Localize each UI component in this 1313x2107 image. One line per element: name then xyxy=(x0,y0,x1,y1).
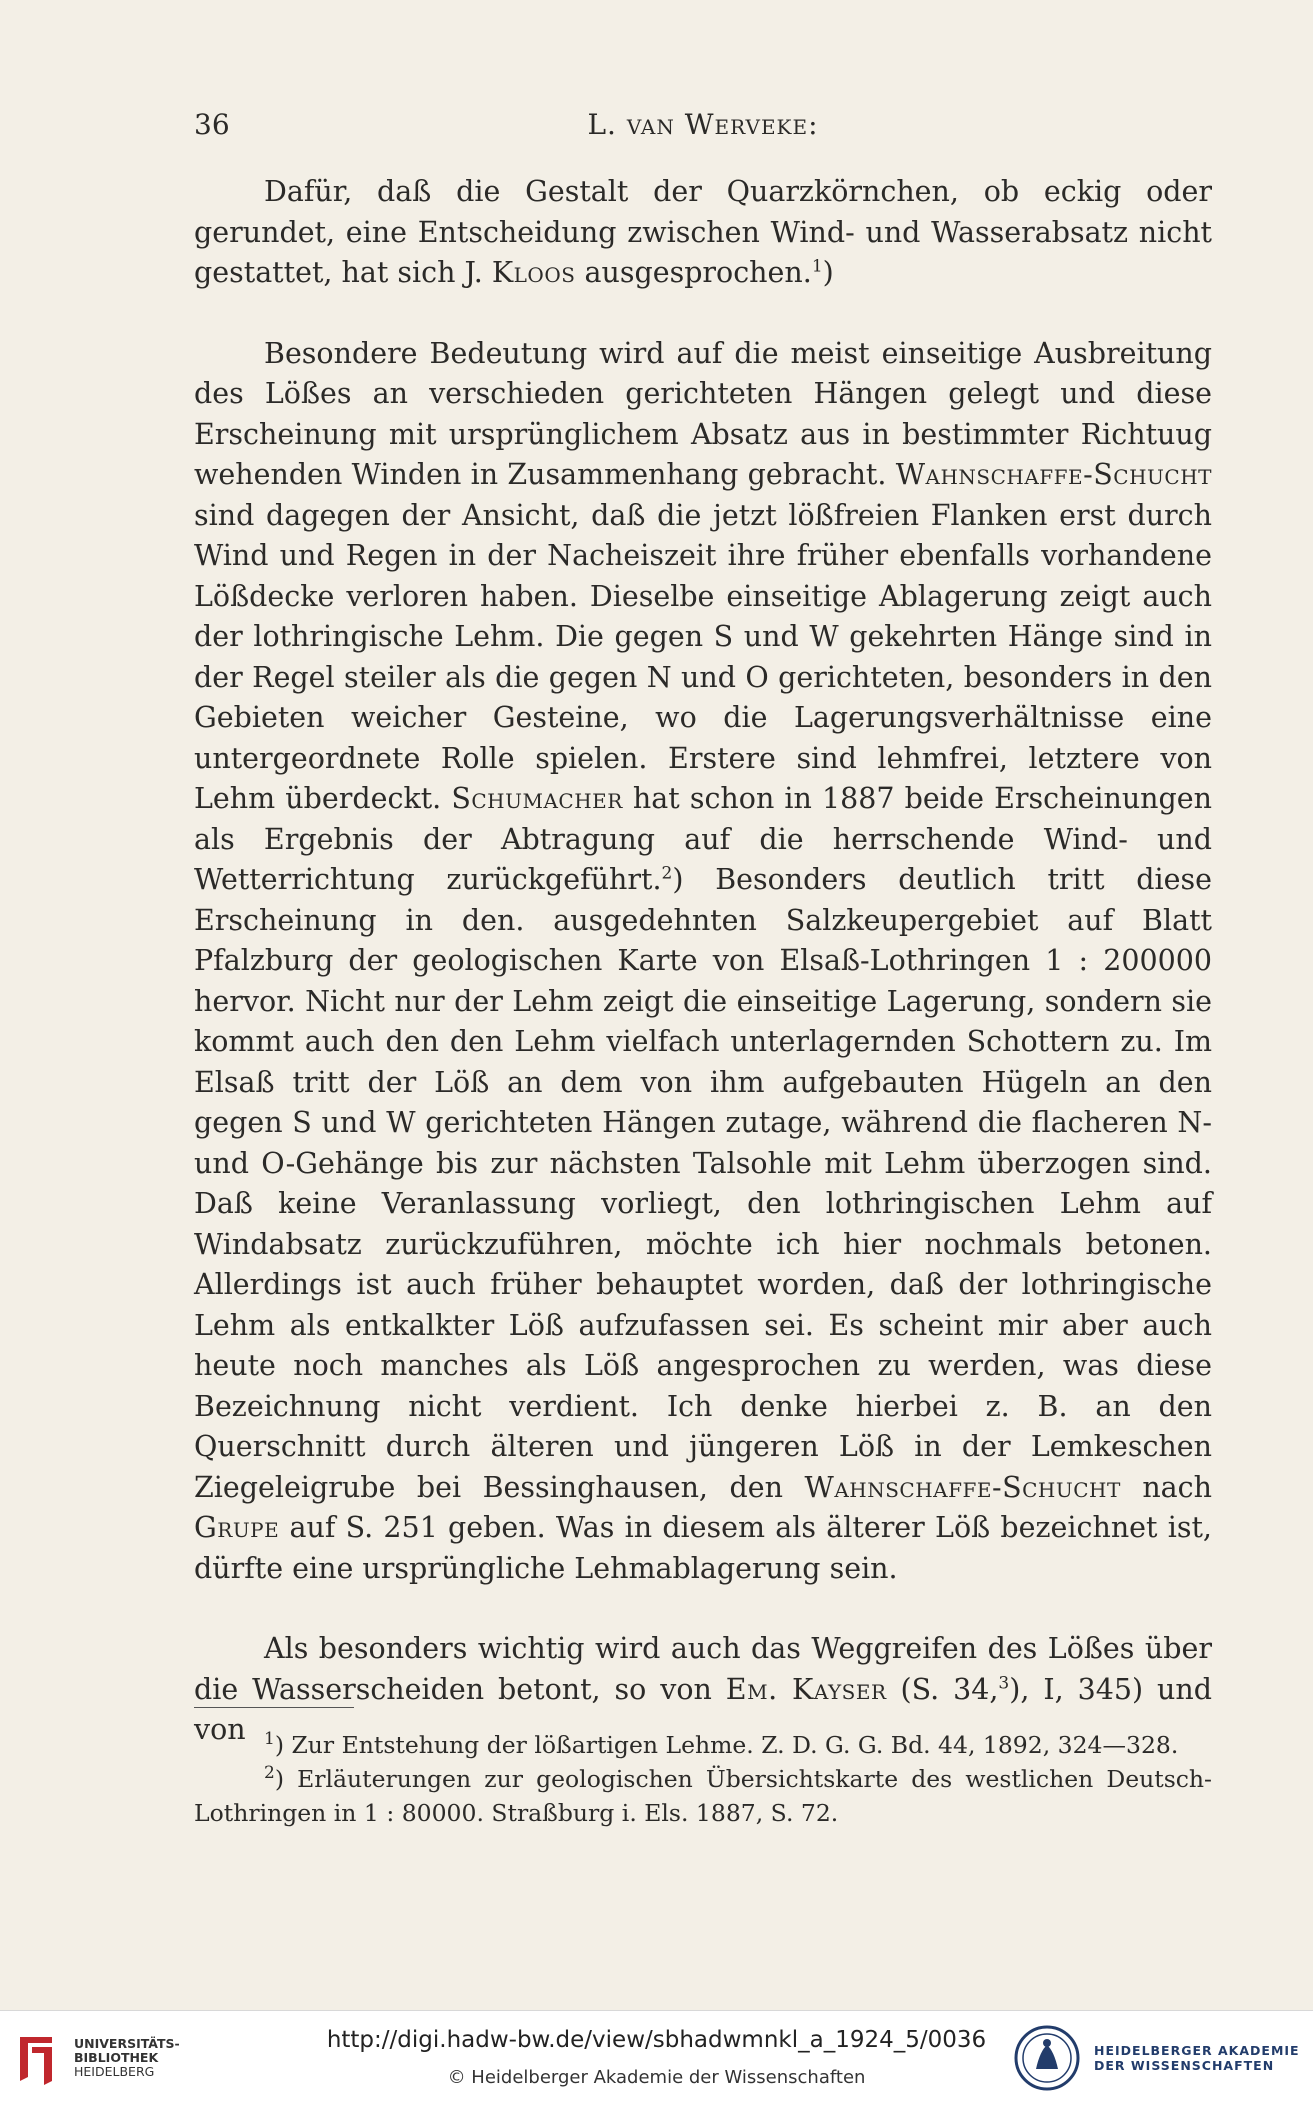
text-run: ausgesprochen. xyxy=(575,256,812,289)
author-name: Wahnschaffe-Schucht xyxy=(895,458,1212,491)
text-run: ) Besonders deutlich tritt diese Erscheinung in den. ausgedehnten Salzkeupergebiet auf Blatt Pfalzburg der geologischen Karte von Elsaß-Lothringen 1 : 200000 hervor. Nicht nur der Lehm zeigt die einseitige Lagerung, sondern sie kommt auch den den Lehm vielfach unterlagernden Schottern zu. Im Elsaß tritt der Löß an dem von ihm aufgebauten Hügeln an den gegen S und W gerichteten Hängen zutage, während die flacheren N- und O-Gehänge bis zur nächsten Talsohle mit Lehm überzogen sind. Daß keine Veranlassung vorliegt, den lothringischen Lehm auf Windabsatz zurückzuführen, möchte ich hier nochmals betonen. Allerdings ist auch früher behauptet worden, daß der lothringische Lehm als entkalkter Löß aufzufassen sei. Es scheint mir aber auch heute noch manches als Löß angesprochen zu werden, was diese Bezeichnung nicht verdient. Ich denke hierbei z. B. an den Querschnitt durch älteren und jüngeren Löß in der Lemkeschen Ziegeleigrube bei Bessinghausen, den xyxy=(194,863,1212,1504)
footnote-marker: 3 xyxy=(998,1673,1010,1693)
text-run: Als besonders wichtig wird auch das Weggreifen des Lößes über die Wasserscheiden betont, so von xyxy=(194,1632,1212,1706)
running-title: L. van Werveke: xyxy=(587,108,819,141)
text-run: sind dagegen der Ansicht, daß die jetzt lößfreien Flanken erst durch Wind und Regen in der Nacheiszeit ihre früher ebenfalls vorhandene Lößdecke verloren haben. Dieselbe einseitige Ablagerung zeigt auch der lothringische Lehm. Die gegen S und W gekehrten Hänge sind in der Regel steiler als die gegen N und O gerichteten, besonders in den Gebieten weicher Gesteine, wo die Lagerungsverhältnisse eine untergeordnete Rolle spielen. Erstere sind lehmfrei, letztere von Lehm überdeckt. xyxy=(194,498,1212,815)
author-name: Wahnschaffe-Schucht xyxy=(804,1470,1121,1504)
academy-name xyxy=(1094,2043,1300,2073)
ub-line-3: HEIDELBERG xyxy=(74,2064,155,2079)
author-name: Grupe xyxy=(194,1511,280,1544)
page-number: 36 xyxy=(194,108,230,141)
viewer-footer xyxy=(0,2010,1313,2107)
footnote-1 xyxy=(194,1728,1212,1762)
footnote-marker: 2 xyxy=(661,863,673,884)
academy-line-1: HEIDELBERGER AKADEMIE xyxy=(1094,2043,1300,2058)
author-name: Schumacher xyxy=(451,782,623,815)
page-header xyxy=(194,108,1212,148)
footnote-2 xyxy=(194,1762,1212,1830)
academy-seal-icon[interactable] xyxy=(1014,2025,1080,2091)
text-run: Besondere Bedeutung wird auf die meist einseitige Ausbreitung des Lößes an verschieden gerichteten Hängen gelegt und diese Erscheinung mit ursprünglichem Absatz aus in bestimmter Richtuug wehenden Winden in Zusammenhang gebracht. xyxy=(194,336,1212,491)
text-run: ), I, 345) und von xyxy=(194,1672,1212,1746)
paragraph-2 xyxy=(194,334,1212,1590)
footnotes xyxy=(194,1728,1212,1830)
ub-line-1: UNIVERSITÄTS- xyxy=(74,2036,180,2051)
permalink-url[interactable]: http://digi.hadw-bw.de/view/sbhadwmnkl_a_1924_5/0036 xyxy=(326,2027,987,2053)
footnote-marker: 1 xyxy=(811,256,823,277)
ub-line-2: BIBLIOTHEK xyxy=(74,2050,159,2065)
text-run: auf S. 251 geben. Was in diesem als älterer Löß bezeichnet ist, dürfte eine ursprüngliche Lehmablagerung sein. xyxy=(194,1511,1212,1585)
footnote-marker: 1 xyxy=(264,1729,275,1750)
text-run: nach xyxy=(1120,1470,1212,1504)
text-run: ) xyxy=(822,256,834,289)
author-name: Kloos xyxy=(491,256,576,289)
text-run: (S. 34, xyxy=(886,1672,999,1706)
text-run: ) Erläuterungen zur geologischen Übersichtskarte des westlichen Deutsch-Lothringen in 1 : 80000. Straßburg i. Els. 1887, S. 72. xyxy=(194,1765,1212,1827)
text-run: ) Zur Entstehung der lößartigen Lehme. Z. D. G. G. Bd. 44, 1892, 324—328. xyxy=(274,1731,1179,1759)
text-run: Dafür, daß die Gestalt der Quarzkörnchen, ob eckig oder gerundet, eine Entscheidung zwischen Wind- und Wasserabsatz nicht gestattet, hat sich J. xyxy=(194,175,1212,289)
footnote-rule xyxy=(194,1707,354,1708)
text-run: hat schon in 1887 beide Erscheinungen als Ergebnis der Abtragung auf die herrschende Wind- und Wetterrichtung zurückgeführt. xyxy=(194,782,1212,896)
footnote-marker: 2 xyxy=(264,1763,275,1784)
copyright-notice: © Heidelberger Akademie der Wissenschaften xyxy=(447,2067,866,2088)
author-name: Em. Kayser xyxy=(725,1672,887,1706)
academy-line-2: DER WISSENSCHAFTEN xyxy=(1094,2058,1275,2073)
paragraph-1 xyxy=(194,172,1212,294)
body-text xyxy=(194,172,1212,1751)
